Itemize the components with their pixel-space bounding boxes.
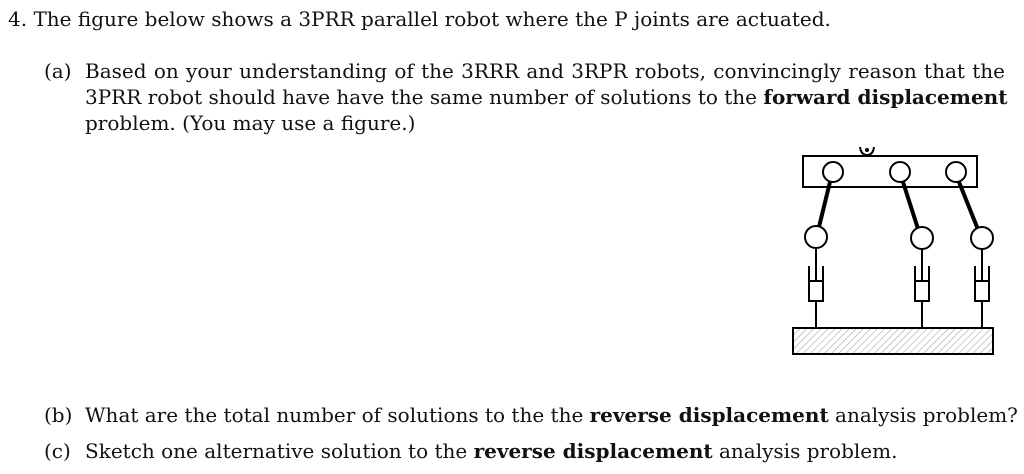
question-number: 4. xyxy=(8,7,28,31)
part-c-text: Sketch one alternative solution to the xyxy=(85,439,474,463)
part-c-suffix: analysis problem. xyxy=(712,439,898,463)
question-text: The figure below shows a 3PRR parallel robot where the P joints are actuated. xyxy=(33,7,831,31)
3prr-robot-figure xyxy=(785,138,1010,363)
prismatic-joint-1 xyxy=(809,248,823,328)
part-b-text: What are the total number of solutions to the the xyxy=(85,403,590,427)
platform-joint-3 xyxy=(946,162,966,182)
platform-joint-2 xyxy=(890,162,910,182)
part-c-label: (c) xyxy=(44,439,71,463)
forward-displacement-term: forward displacement xyxy=(763,85,1008,109)
prismatic-joint-3 xyxy=(975,249,989,328)
part-b-suffix: analysis problem? xyxy=(828,403,1018,427)
part-a-text-line-3: problem. (You may use a figure.) xyxy=(85,111,416,135)
link-3 xyxy=(959,182,979,232)
platform-revolute-pin xyxy=(865,148,869,152)
link-1 xyxy=(818,182,830,231)
lower-joint-3 xyxy=(971,227,993,249)
prismatic-joint-2 xyxy=(915,249,929,328)
reverse-displacement-term: reverse displacement xyxy=(589,403,829,427)
part-c xyxy=(44,438,897,464)
platform-joint-1 xyxy=(823,162,843,182)
part-a-line-1 xyxy=(44,58,1005,84)
link-2 xyxy=(903,182,919,232)
question-title xyxy=(8,6,831,32)
ground-base xyxy=(793,328,993,354)
part-a-text-line-2: 3PRR robot should have have the same number of solutions to the xyxy=(85,85,764,109)
lower-joint-1 xyxy=(805,226,827,248)
reverse-displacement-term-c: reverse displacement xyxy=(473,439,713,463)
part-a-text-line-1: Based on your understanding of the 3RRR and 3RPR robots, convincingly reason that the xyxy=(85,59,1005,83)
part-b xyxy=(44,402,1018,428)
part-b-label: (b) xyxy=(44,403,73,427)
part-a-line-2 xyxy=(85,84,1008,110)
lower-joint-2 xyxy=(911,227,933,249)
part-a-label: (a) xyxy=(44,59,72,83)
part-a-line-3 xyxy=(85,110,415,136)
